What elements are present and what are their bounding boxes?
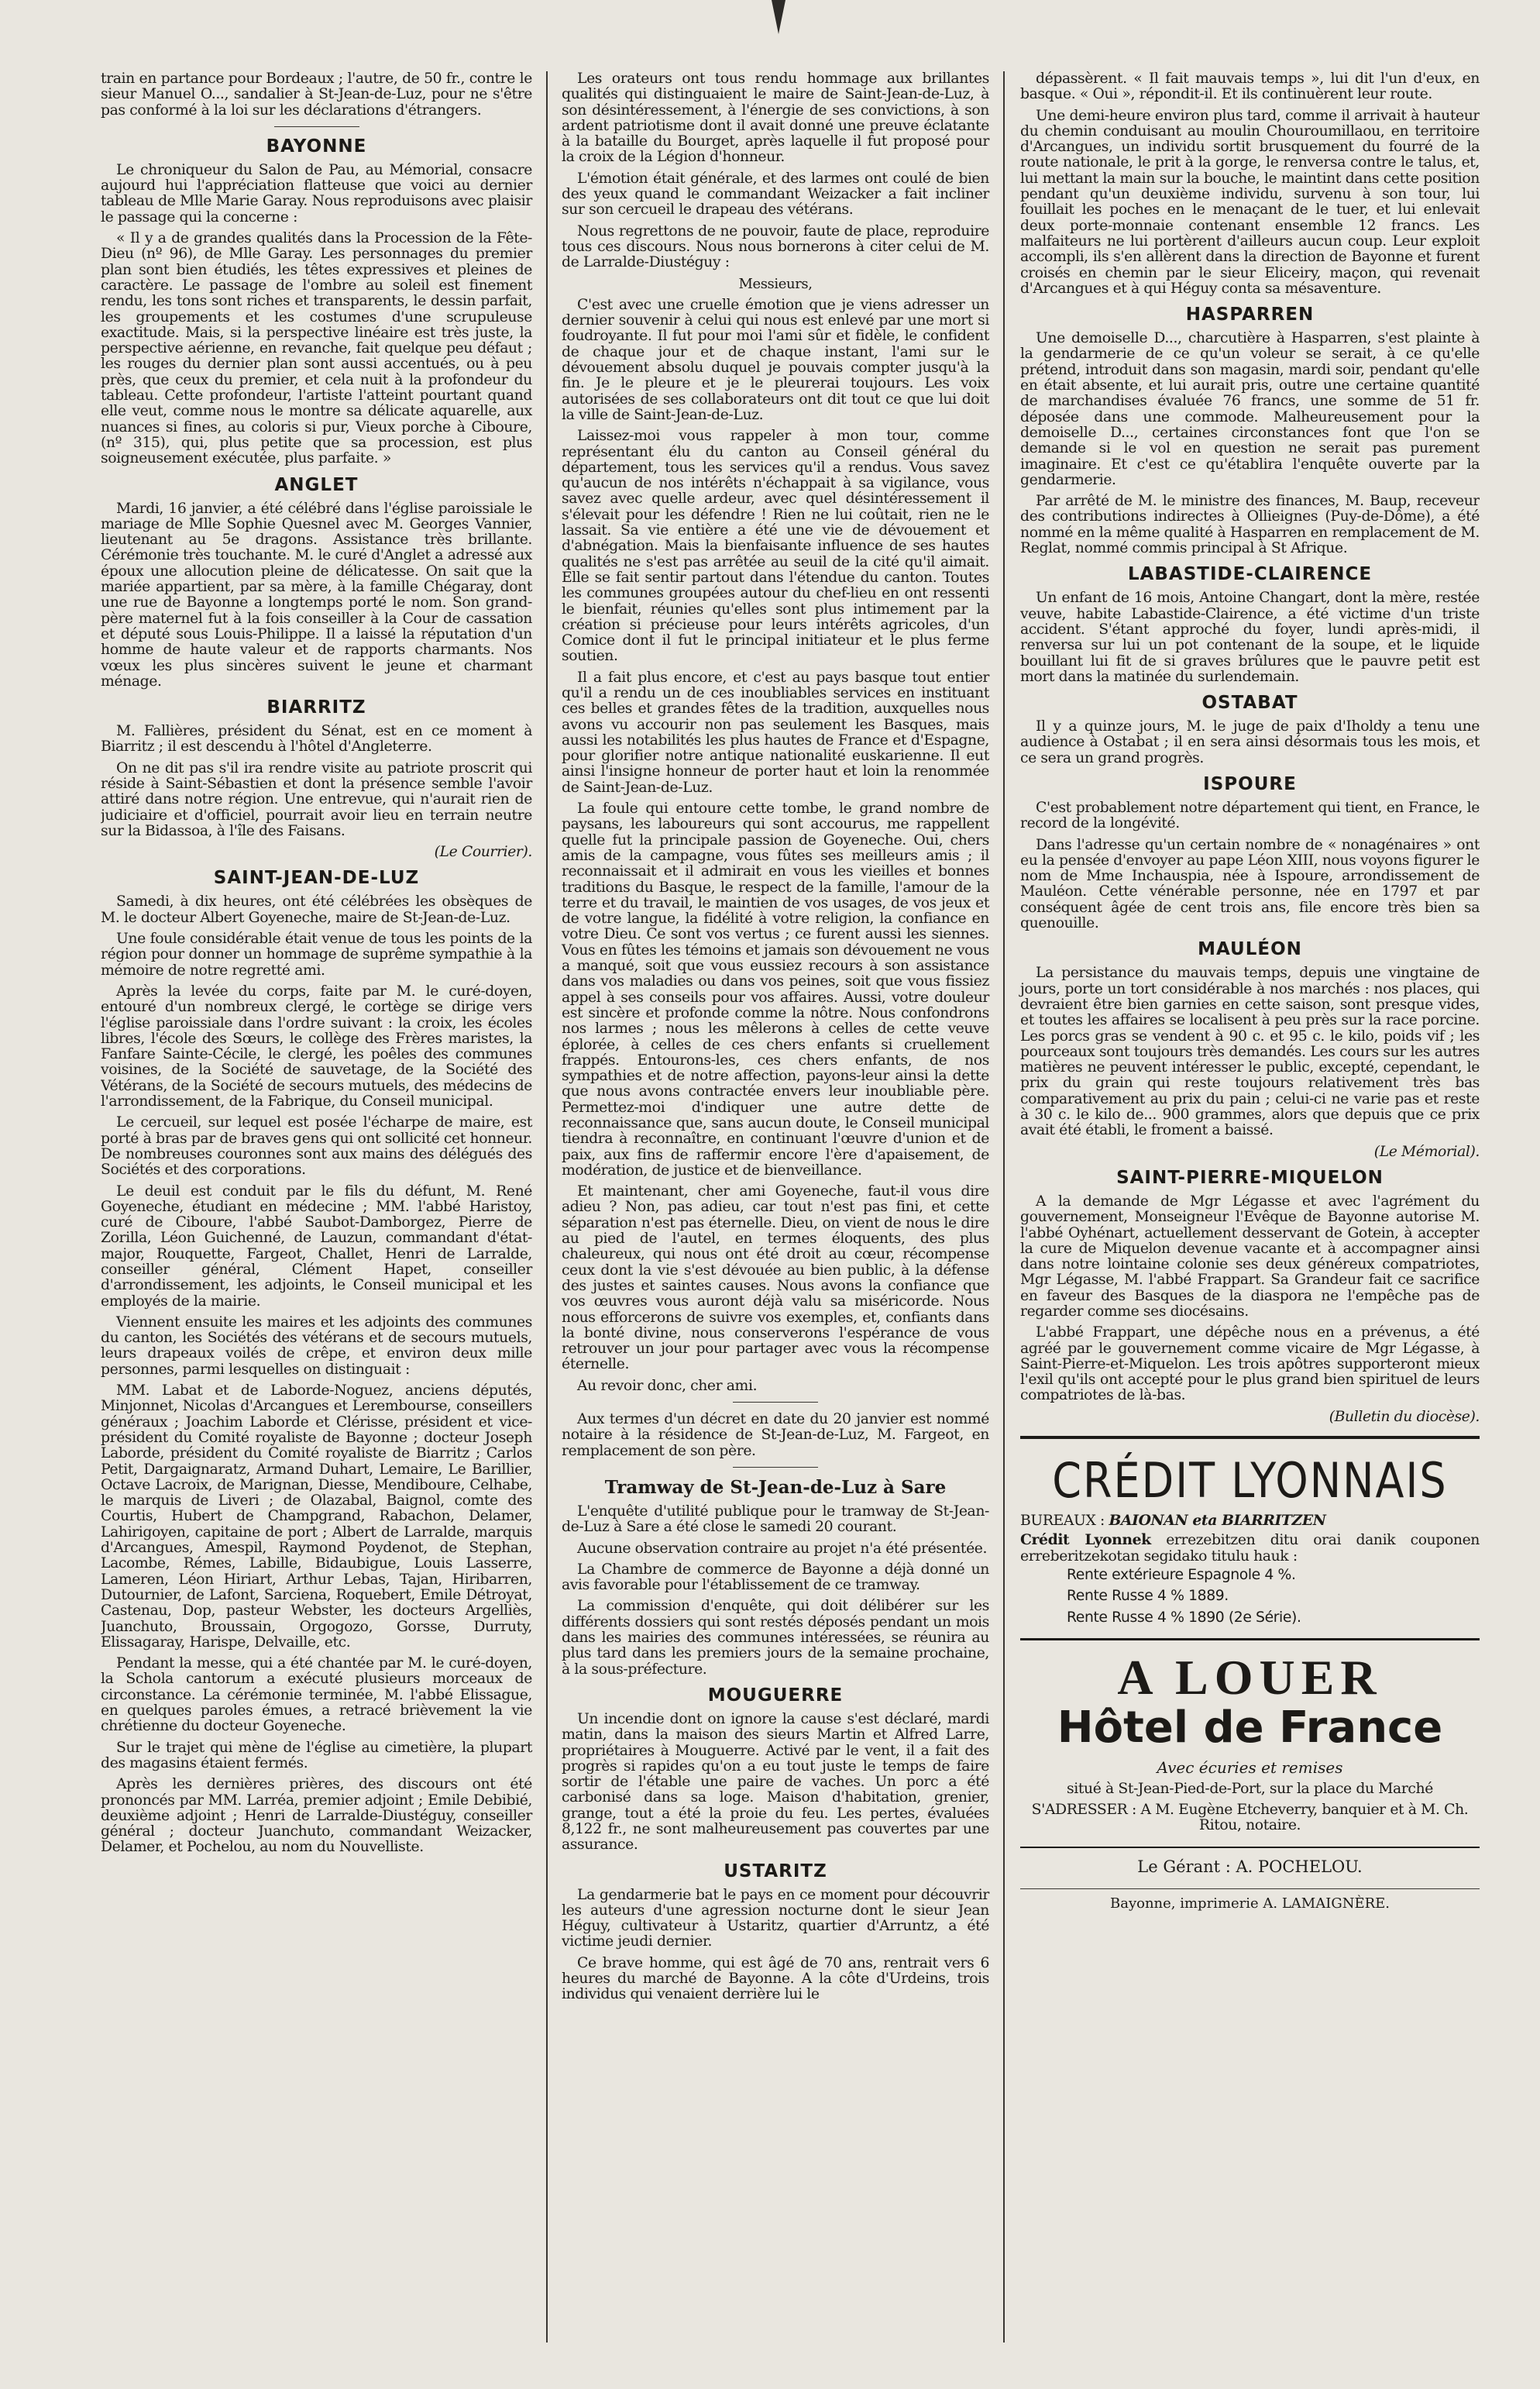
section-saint-pierre-miquelon [1020, 1194, 1480, 1404]
section-title-anglet: ANGLET [274, 474, 359, 495]
fold-mark [772, 0, 785, 34]
paragraph: Pendant la messe, qui a été chantée par M. le curé-doyen, la Schola cantorum a exécuté plusieurs morceaux de circonstance. La cérémonie terminée, M. l'abbé Elissague, en quelques paroles émues, a retracé brièvement la vie chrétienne du docteur Goyeneche. [101, 1655, 532, 1735]
section-hasparren [1020, 331, 1480, 556]
section-title-hasparren: HASPARREN [1185, 305, 1315, 325]
section-mouguerre [562, 1712, 989, 1854]
section-title-saint-pierre-miquelon: SAINT-PIERRE-MIQUELON [1116, 1167, 1384, 1188]
section-title-saint-jean-de-luz: SAINT-JEAN-DE-LUZ [213, 868, 420, 889]
source-le-memorial: (Le Mémorial). [1373, 1143, 1480, 1160]
credit-text [1020, 1532, 1480, 1565]
paragraph: Une demoiselle D..., charcutière à Hasparren, s'est plainte à la gendarmerie de ce qu'un voleur se serait, à ce qu'elle prétend, introduit dans son magasin, mardi soir, pendant qu'elle en était absente, et lui aurait pris, outre une certaine quantité de marchandises évaluée 76 francs, une somme de 51 fr. déposée dans une commode. Malheureusement pour la demoiselle D..., certaines circonstances font que l'on se demande si le vol en question ne serait pas purement imaginaire. Et c'est ce qu'établira l'enquête ouverte par la gendarmerie. [1020, 330, 1480, 488]
paragraph: M. Fallières, président du Sénat, est en ce moment à Biarritz ; il est descendu à l'hôtel d'Angleterre. [101, 723, 532, 756]
divider [733, 1402, 818, 1403]
gerant-signature: Le Gérant : A. POCHELOU. [1137, 1857, 1363, 1876]
paragraph: Un incendie dont on ignore la cause s'est déclaré, mardi matin, dans la maison des sieurs Martin et Alfred Larre, propriétaires à Mouguerre. Activé par le vent, il a fait des progrès si rapides qu'on a eu tout juste le temps de faire sortir de l'étable une paire de vaches. Un porc a été carbonisé dans sa loge. Maison d'habitation, grenier, grange, tout a été la proie du feu. Les pertes, évaluées 8,122 fr., ne sont malheureusement pas couvertes par une assurance. [562, 1710, 989, 1854]
column-2 [546, 71, 1003, 2343]
section-bayonne [101, 163, 532, 467]
section-ustaritz [562, 1888, 989, 2003]
credit-lyonnais-title: CRÉDIT LYONNAIS [1052, 1452, 1448, 1509]
credit-text-lead: Crédit Lyonnek [1020, 1531, 1151, 1549]
paragraph: Laissez-moi vous rappeler à mon tour, comme représentant élu du canton au Conseil général du département, tous les services qu'il a rendus. Vous savez qu'aucun de nos intérêts n'échappait à sa vigilance, vous savez avec quelle ardeur, avec quel désintéressement il s'élevait pour les défendre ! Rien ne lui coûtait, rien ne le lassait. Sa vie entière a été une vie de dévouement et d'abnégation. Mais la bienfaisante influence de ses hautes qualités ne s'est pas arrêtée au seuil de la cité qu'il aimait. Elle se fait sentir partout dans l'étendue du canton. Toutes les communes groupées autour du chef-lieu en ont ressenti le bienfait, réunies qu'elles sont plus intimement par la création si précieuse pour leurs intérêts agricoles, d'un Comice dont il fut le principal initiateur et le plus ferme soutien. [562, 428, 989, 665]
funeral-speeches [562, 71, 989, 271]
speech-text [562, 298, 989, 1373]
section-labastide [1020, 590, 1480, 685]
section-title-tramway: Tramway de St-Jean-de-Luz à Sare [604, 1476, 947, 1498]
paragraph: Par arrêté de M. le ministre des finances, M. Baup, receveur des contributions indirectes à Ollieignes (Puy-de-Dôme), a été nommé en la même qualité à Hasparren en remplacement de M. Reglat, nommé commis principal à St Afrique. [1020, 493, 1480, 557]
section-tramway [562, 1504, 989, 1678]
paragraph: La persistance du mauvais temps, depuis une vingtaine de jours, porte un tort considérable à nos marchés : nos places, qui devraient être bien garnies en cette saison, sont presque vides, et toutes les affaires se localisent à peu près sur la race porcine. Les porcs gras se vendent à 90 c. et 95 c. le kilo, poids vif ; les pourceaux sont toujours très demandés. Les cours sur les autres matières ne peuvent intéresser le public, excepté, cependant, le prix du grain qui reste toujours relativement très bas comparativement au prix du pain ; celui-ci ne varie pas et reste à 30 c. le kilo de... 900 grammes, alors que depuis que ce prix avait été établi, le froment a baissé. [1020, 965, 1480, 1139]
section-ispoure [1020, 800, 1480, 931]
contact-line: S'ADRESSER : A M. Eugène Etcheverry, banquier et à M. Ch. Ritou, notaire. [1031, 1802, 1469, 1834]
section-title-mouguerre: MOUGUERRE [707, 1685, 844, 1706]
paragraph: Une demi-heure environ plus tard, comme il arrivait à hauteur du chemin conduisant au moulin Chouroumillaou, en territoire d'Arcangues, un individu sortit brusquement du fourré de la route nationale, le prit à la gorge, le renversa contre le talus, et, lui mettant la main sur la bouche, le maintint dans cette position pendant qu'un deuxième individu, survenu à son tour, lui fouillait les poches en le menaçant de le tuer, et lui enlevait deux porte-monnaie contenant ensemble 12 francs. Les malfaiteurs ne lui portèrent d'ailleurs aucun coup. Leur exploit accompli, ils s'en allèrent dans la direction de Bayonne et furent croisés en chemin par le sieur Eliceiry, maçon, qui revenait d'Arcangues et à qui Héguy conta sa mésaventure. [1020, 107, 1480, 297]
paragraph: Et maintenant, cher ami Goyeneche, faut-il vous dire adieu ? Non, pas adieu, car tout n'est pas fini, et cette séparation n'est pas éternelle. Dieu, on vient de nous le dire au pied de l'autel, en termes éloquents, des plus chaleureux, qui nous ont été droit au cœur, récompense ceux dont la vie s'est dévouée au bien public, à la défense des justes et saintes causes. Nous avons la confiance que vos œuvres vous auront déjà valu sa miséricorde. Nous nous efforcerons de suivre vos exemples, et, confiants dans la bonté divine, nous conserverons l'espérance de vous retrouver un jour pour partager avec vous la récompense éternelle. [562, 1183, 989, 1373]
paragraph: La commission d'enquête, qui doit délibérer sur les différents dossiers qui sont restés déposés pendant un mois dans les mairies des communes intéressées, se réunira au plus tard dans les premiers jours de la semaine prochaine, à la sous-préfecture. [562, 1598, 989, 1678]
signature-block [1020, 1847, 1480, 1912]
divider [274, 126, 359, 127]
paragraph: L'enquête d'utilité publique pour le tramway de St-Jean-de-Luz à Sare a été close le samedi 20 courant. [562, 1503, 989, 1536]
credit-text-body: errezebitzen ditu orai danik couponen erreberitzekotan segidako titulu hauk : [1020, 1532, 1480, 1565]
paragraph: Rente Russe 4 % 1890 (2e Série). [1067, 1609, 1301, 1626]
section-title-ustaritz: USTARITZ [724, 1861, 827, 1881]
paragraph: Après les dernières prières, des discours ont été prononcés par MM. Larréa, premier adjoint ; Emile Debibié, deuxième adjoint ; Henri de Larralde-Diustéguy, conseiller général ; docteur Juanchuto, commandant Weizacker, Delamer, et Pochelou, au nom du Nouvelliste. [101, 1776, 532, 1856]
bureaux-label: BUREAUX : [1020, 1513, 1105, 1530]
paragraph: L'émotion était générale, et des larmes ont coulé de bien des yeux quand le commandant Weizacker a fait incliner sur son cercueil le drapeau des vétérans. [562, 170, 989, 219]
paragraph: Aucune observation contraire au projet n'a été présentée. [577, 1540, 988, 1557]
paragraph: C'est avec une cruelle émotion que je viens adresser un dernier souvenir à celui qui nous est enlevé par une mort si foudroyante. Il fut pour moi l'ami sûr et fidèle, le confident de chaque jour et de chaque instant, l'ami sur le dévouement absolu duquel je pouvais compter jusqu'à la fin. Je le pleure et je le pleurerai toujours. Les voix autorisées de ses collaborateurs ont dit tout ce que lui doit la ville de Saint-Jean-de-Luz. [562, 296, 989, 423]
location-line: situé à St-Jean-Pied-de-Port, sur la place du Marché [1067, 1780, 1433, 1797]
paragraph: Le deuil est conduit par le fils du défunt, M. René Goyeneche, étudiant en médecine ; MM. l'abbé Haristoy, curé de Ciboure, l'abbé Saubot-Damborgez, Pierre de Zorilla, Léon Guichenné, de Lauzun, commandant d'état-major, Rouquette, Fargeot, Challet, Henri de Larralde, conseiller général, Clément Hapet, conseiller d'arrondissement, les adjoints, le Conseil municipal et les employés de la mairie. [101, 1182, 532, 1310]
source-le-courrier: (Le Courrier). [434, 844, 532, 861]
columns [101, 71, 1494, 2343]
section-title-labastide: LABASTIDE-CLAIRENCE [1127, 564, 1373, 585]
section-anglet [101, 501, 532, 690]
paragraph: Il a fait plus encore, et c'est au pays basque tout entier qu'il a rendu un de ces inoubliables services en instituant ces belles et grandes fêtes de la tradition, auxquelles nous avons vu accourir non pas seulement les Basques, mais aussi les notabilités les plus hautes de France et d'Espagne, pour glorifier notre antique nationalité euskarienne. Il eut ainsi l'insigne honneur de porter haut et loin la renommée de Saint-Jean-de-Luz. [562, 669, 989, 796]
section-saint-jean-de-luz [101, 894, 532, 1855]
section-title-ostabat: OSTABAT [1201, 693, 1298, 714]
source-bulletin-diocese: (Bulletin du diocèse). [1329, 1408, 1480, 1425]
bureaux-value: BAIONAN eta BIARRITZEN [1109, 1512, 1326, 1530]
credit-bureaux [1020, 1513, 1480, 1529]
speech-salutation: Messieurs, [738, 275, 813, 292]
section-mauleon [1020, 966, 1480, 1138]
paragraph: La Chambre de commerce de Bayonne a déjà donné un avis favorable pour l'établissement de ce tramway. [562, 1561, 989, 1594]
ecuries-line: Avec écuries et remises [1157, 1757, 1343, 1777]
paragraph: Rente extérieure Espagnole 4 %. [1067, 1566, 1296, 1583]
paragraph: On ne dit pas s'il ira rendre visite au patriote proscrit qui réside à Saint-Sébastien et dont la présence semble l'avoir attiré dans notre région. Une entrevue, qui n'aurait rien de judiciaire et d'officiel, pourrait avoir lieu en terrain neutre sur la Bidassoa, à l'île des Faisans. [101, 759, 532, 839]
ustaritz-continued [1020, 71, 1480, 297]
paragraph: Sur le trajet qui mène de l'église au cimetière, la plupart des magasins étaient fermés. [101, 1739, 532, 1771]
credit-rates [1051, 1568, 1480, 1626]
paragraph: Samedi, à dix heures, ont été célébrées les obsèques de M. le docteur Albert Goyeneche, maire de St-Jean-de-Luz. [101, 893, 532, 926]
paragraph: C'est probablement notre département qui tient, en France, le record de la longévité. [1020, 799, 1480, 832]
paragraph: Ce brave homme, qui est âgé de 70 ans, rentrait vers 6 heures du marché de Bayonne. A la côte d'Urdeins, trois individus qui venaient derrière lui le [562, 1954, 989, 2003]
paragraph: Mardi, 16 janvier, a été célébré dans l'église paroissiale le mariage de Mlle Sophie Quesnel avec M. Georges Vannier, lieutenant au 5e dragons. Assistance très brillante. Cérémonie très touchante. M. le curé d'Anglet a adressé aux époux une allocution pleine de délicatesse. On sait que la mariée appartient, par sa mère, à la famille Chégaray, dont une rue de Bayonne a longtemps porté le nom. Son grand-père maternel fut à la fois conseiller à la Cour de cassation et député sous Louis-Philippe. Il a laissé la réputation d'un homme de haute valeur et de rapports charmants. Nos vœux les plus sincères suivent le jeune et charmant ménage. [101, 500, 532, 690]
paragraph: Les orateurs ont tous rendu hommage aux brillantes qualités qui distinguaient le maire de Saint-Jean-de-Luz, à son désintéressement, à l'énergie de ses convictions, à son ardent patriotisme dont il avait donné une preuve éclatante à la bataille du Bourget, après laquelle il fut proposé pour la croix de la Légion d'honneur. [562, 71, 989, 166]
column-1 [101, 71, 546, 2343]
paragraph: L'abbé Frappart, une dépêche nous en a prévenus, a été agréé par le gouvernement comme vicaire de Mgr Légasse, à Saint-Pierre-et-Miquelon. Les trois apôtres supporteront mieux l'exil qu'ils ont accepté pour le plus grand bien spirituel de leurs compatriotes de là-bas. [1020, 1324, 1480, 1404]
paragraph: MM. Labat et de Laborde-Noguez, anciens députés, Minjonnet, Nicolas d'Arcangues et Lerembourse, conseillers généraux ; Joachim Laborde et Clérisse, président et vice-président du Comité royaliste de Bayonne ; docteur Joseph Laborde, président du Comité royaliste de Biarritz ; Carlos Petit, Dargaignaratz, Armand Duhart, Lemaire, Le Barillier, Octave Lacroix, de Marignan, Diesse, Mendiboure, Celhabe, le marquis de Liveri ; de Olazabal, Baignol, comte des Courtis, Hubert de Champgrand, Rabachon, Delamer, Lahirigoyen, capitaine de port ; Albert de Larralde, marquis d'Arcangues, Amespil, Raymond Poydenot, de Stephan, Lacombe, Rémes, Labille, Bidaubigue, Louis Lasserre, Lameren, Léon Hiriart, Arthur Lebas, Tajan, Hiribarren, Dutournier, de Lafont, Sarciena, Roquebert, Emile Détroyat, Castenau, Dop, pasteur Webster, les docteurs Argelliès, Juanchuto, Broussain, Orgogozo, Gorsse, Durruty, Elissagaray, Harispe, Delvaille, etc. [101, 1382, 532, 1651]
paragraph: Le chroniqueur du Salon de Pau, au Mémorial, consacre aujourd hui l'appréciation flatteuse que voici au dernier tableau de Mlle Marie Garay. Nous reproduisons avec plaisir le passage qui la concerne : [101, 161, 532, 225]
paragraph: « Il y a de grandes qualités dans la Procession de la Fête-Dieu (nº 96), de Mlle Garay. Les personnages du premier plan sont bien étudiés, les têtes expressives et pleines de caractère. Le passage de l'ombre au soleil est finement rendu, les tons sont riches et transparents, le dessin parfait, les groupements et les costumes d'une scrupuleuse exactitude. Mais, si la perspective linéaire est très juste, la perspective aérienne, en revanche, fait quelque peu défaut ; les rouges du dernier plan sont aussi accentués, ou à peu près, que ceux du premier, et cela nuit à la profondeur du tableau. Cette profondeur, l'artiste l'atteint pourtant quand elle veut, comme nous le montre sa délicate aquarelle, aux nuances si fines, au coloris si pur, Vieux porche à Ciboure, (nº 315), qui, plus petite que sa procession, est plus soigneusement exécutée, plus parfaite. » [101, 230, 532, 467]
a-louer-ad [1020, 1638, 1480, 1834]
decree-paragraph: Aux termes d'un décret en date du 20 janvier est nommé notaire à la résidence de St-Jean-de-Luz, M. Fargeot, en remplacement de son père. [562, 1411, 989, 1459]
paragraph: Le cercueil, sur lequel est posée l'écharpe de maire, est porté à bras par de braves gens qui ont sollicité cet honneur. De nombreuses couronnes sont aux mains des délégués des Sociétés et des corporations. [101, 1114, 532, 1179]
paragraph: Viennent ensuite les maires et les adjoints des communes du canton, les Sociétés des vétérans et de secours mutuels, leurs drapeaux voilés de crêpe, et environ deux mille personnes, parmi lesquelles on distinguait : [101, 1313, 532, 1378]
paragraph: dépassèrent. « Il fait mauvais temps », lui dit l'un d'eux, en basque. « Oui », répondit-il. Et ils continuèrent leur route. [1020, 71, 1480, 103]
section-ostabat [1020, 719, 1480, 766]
paragraph: Une foule considérable était venue de tous les points de la région pour donner un hommage de suprême sympathie à la mémoire de notre regretté ami. [101, 931, 532, 979]
credit-lyonnais-ad [1020, 1436, 1480, 1626]
column-3 [1003, 71, 1480, 2343]
speech-close: Au revoir donc, cher ami. [577, 1377, 758, 1394]
paragraph: La gendarmerie bat le pays en ce moment pour découvrir les auteurs d'une agression nocturne dont le sieur Jean Héguy, cultivateur à Ustaritz, quartier d'Arruntz, a été victime jeudi dernier. [562, 1886, 989, 1950]
section-title-mauleon: MAULÉON [1198, 939, 1302, 960]
section-title-ispoure: ISPOURE [1203, 773, 1297, 794]
imprint: Bayonne, imprimerie A. LAMAIGNÈRE. [1020, 1888, 1480, 1912]
paragraph: Un enfant de 16 mois, Antoine Changart, dont la mère, restée veuve, habite Labastide-Clairence, a été victime d'un triste accident. S'étant approché du foyer, lundi après-midi, il renversa sur lui un pot contenant de la soupe, et le liquide bouillant lui fit de si graves brûlures que le pauvre petit est mort dans la matinée du surlendemain. [1020, 590, 1480, 685]
section-title-bayonne: BAYONNE [266, 136, 367, 157]
section-biarritz [101, 724, 532, 839]
paragraph: Après la levée du corps, faite par M. le curé-doyen, entouré d'un nombreux clergé, le cortège se dirige vers l'église paroissiale dans l'ordre suivant : la croix, les écoles libres, l'école des Sœurs, le collège des Frères maristes, la Fanfare Sainte-Cécile, le clergé, les poêles des communes voisines, de la Société de sauvetage, de la Société des Vétérans, de la Société de secours mutuels, des médecins de l'arrondissement, de la Fabrique, du Conseil municipal. [101, 983, 532, 1110]
paragraph: Il y a quinze jours, M. le juge de paix d'Iholdy a tenu une audience à Ostabat ; il en sera ainsi désormais tous les mois, et ce sera un grand progrès. [1020, 718, 1480, 766]
hotel-de-france-heading: Hôtel de France [1057, 1702, 1443, 1753]
section-title-biarritz: BIARRITZ [266, 697, 366, 718]
divider [733, 1467, 818, 1468]
paragraph: La foule qui entoure cette tombe, le grand nombre de paysans, les laboureurs qui sont accourus, me rappellent quelle fut la principale passion de Goyeneche. Oui, chers amis de la campagne, vous fûtes ses meilleurs amis ; il reconnaissait et il admirait en vous les vieilles et bonnes traditions du Basque, le respect de la famille, l'amour de la terre et du travail, le maintien de vos usages, de vos jeux et de votre langue, la fidélité à votre religion, la confiance en votre Dieu. Ce sont vos vertus ; ce furent aussi les siennes. Vous en fûtes les témoins et jamais son dévouement ne vous a manqué, soit que vous eussiez recours à son assistance dans vos maladies ou dans vos peines, soit que vous fissiez appel à ses conseils pour vos affaires. Aussi, votre douleur est sincère et profonde comme la nôtre. Nous confondrons nos larmes ; nous les mêlerons à celles de cette veuve éplorée, à celles de ces chers enfants si cruellement frappés. Entourons-les, ces chers enfants, de nos sympathies et de notre affection, payons-leur ainsi la dette que nous avons contractée envers leur inoubliable père. Permettez-moi d'indiquer une autre dette de reconnaissance que, sans aucun doute, le Conseil municipal tiendra à reconnaître, en continuant l'œuvre d'union et de paix, aux fins de raffermir encore l'ère d'apaisement, de modération, de justice et de bienveillance. [562, 800, 989, 1179]
intro-paragraph: train en partance pour Bordeaux ; l'autre, de 50 fr., contre le sieur Manuel O..., sandalier à St-Jean-de-Luz, pour ne s'être pas conformé à la loi sur les déclarations d'étrangers. [101, 71, 532, 119]
paragraph: Nous regrettons de ne pouvoir, faute de place, reproduire tous ces discours. Nous nous bornerons à citer celui de M. de Larralde-Diustéguy : [562, 222, 989, 271]
paragraph: Rente Russe 4 % 1889. [1067, 1588, 1229, 1605]
a-louer-heading: A LOUER [1117, 1649, 1383, 1705]
paragraph: A la demande de Mgr Légasse et avec l'agrément du gouvernement, Monseigneur l'Evêque de Bayonne autorise M. l'abbé Oyhénart, actuellement desservant de Gotein, à accepter la cure de Miquelon devenue vacante et à accompagner ainsi dans notre lointaine colonie ses deux généreux compatriotes, Mgr Légasse, M. l'abbé Frappart. Sa Grandeur fait ce sacrifice en faveur des Basques de la diaspora ne l'empêche pas de regarder comme ses diocésains. [1020, 1193, 1480, 1320]
paragraph: Dans l'adresse qu'un certain nombre de « nonagénaires » ont eu la pensée d'envoyer au pape Léon XIII, nous voyons figurer le nom de Mme Inchauspia, née à Ispoure, arrondissement de Mauléon. Cette vénérable personne, née en 1797 et par conséquent âgée de cent trois ans, file encore très bien sa quenouille. [1020, 836, 1480, 932]
